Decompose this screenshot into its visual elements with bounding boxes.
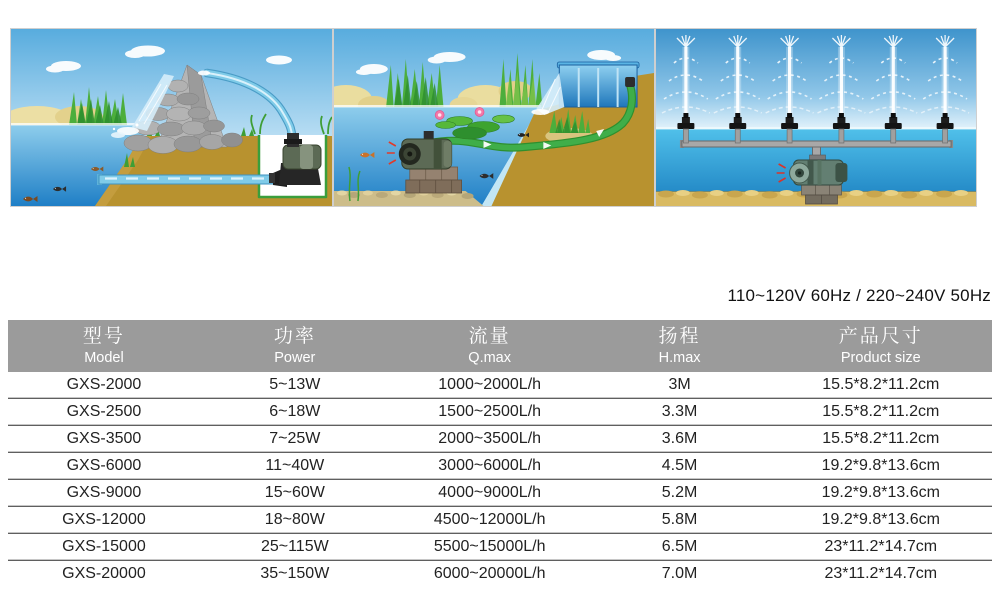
col-header-size-zh: 产品尺寸 bbox=[838, 326, 923, 348]
illustrations-row bbox=[10, 28, 990, 207]
cell-size: 19.2*9.8*13.6cm bbox=[821, 483, 940, 501]
cell-hmax: 3.3M bbox=[661, 402, 698, 420]
cell-power: 15~60W bbox=[264, 483, 325, 501]
cell-qmax: 4000~9000L/h bbox=[438, 483, 542, 501]
cell-size: 15.5*8.2*11.2cm bbox=[822, 402, 940, 420]
spec-table-body bbox=[8, 372, 992, 586]
pond-filtration-application-illustration bbox=[334, 29, 654, 206]
col-header-hmax-en: H.max bbox=[658, 349, 701, 366]
cell-qmax: 4500~12000L/h bbox=[433, 510, 546, 528]
spec-table-header bbox=[8, 320, 992, 372]
cell-power: 18~80W bbox=[264, 510, 325, 528]
cell-size: 19.2*9.8*13.6cm bbox=[821, 510, 940, 528]
col-header-hmax-zh: 扬程 bbox=[658, 326, 701, 348]
cell-power: 7~25W bbox=[269, 429, 321, 447]
col-header-model-en: Model bbox=[84, 349, 124, 366]
waterfall-application-illustration bbox=[11, 29, 332, 206]
cell-size: 19.2*9.8*13.6cm bbox=[821, 456, 940, 474]
fountain-application-figure bbox=[655, 28, 977, 207]
table-row bbox=[8, 533, 992, 560]
col-header-hmax bbox=[590, 326, 770, 366]
cell-qmax: 3000~6000L/h bbox=[438, 456, 542, 474]
cell-power: 11~40W bbox=[265, 456, 325, 474]
table-row bbox=[8, 479, 992, 506]
cell-hmax: 3M bbox=[668, 375, 691, 393]
outlet-pipe bbox=[99, 175, 275, 184]
waterfall-application-figure bbox=[10, 28, 333, 207]
fountain-application-illustration bbox=[656, 29, 976, 206]
cell-qmax: 2000~3500L/h bbox=[438, 429, 542, 447]
cell-hmax: 6.5M bbox=[661, 537, 698, 555]
spec-table bbox=[8, 320, 992, 586]
table-row bbox=[8, 452, 992, 479]
cell-power: 25~115W bbox=[260, 537, 329, 555]
cell-model: GXS-12000 bbox=[62, 510, 146, 528]
power-rating-text: 110~120V 60Hz / 220~240V 50Hz bbox=[727, 286, 991, 305]
cell-hmax: 4.5M bbox=[661, 456, 698, 474]
cell-hmax: 5.2M bbox=[661, 483, 698, 501]
table-row bbox=[8, 425, 992, 452]
cell-hmax: 3.6M bbox=[661, 429, 698, 447]
table-row bbox=[8, 372, 992, 398]
col-header-size-en: Product size bbox=[840, 349, 921, 366]
col-header-power-zh: 功率 bbox=[273, 326, 316, 348]
cell-hmax: 7.0M bbox=[661, 564, 698, 582]
manifold-pipe bbox=[682, 141, 951, 147]
col-header-model bbox=[8, 326, 200, 366]
cell-model: GXS-20000 bbox=[62, 564, 146, 582]
cell-size: 15.5*8.2*11.2cm bbox=[822, 375, 940, 393]
table-row bbox=[8, 398, 992, 425]
col-header-power-en: Power bbox=[274, 349, 316, 366]
cell-model: GXS-2500 bbox=[66, 402, 142, 420]
table-row bbox=[8, 506, 992, 533]
cell-model: GXS-9000 bbox=[66, 483, 142, 501]
col-header-qmax-zh: 流量 bbox=[468, 326, 511, 348]
cell-qmax: 5500~15000L/h bbox=[433, 537, 546, 555]
cell-model: GXS-2000 bbox=[66, 375, 142, 393]
col-header-model-zh: 型号 bbox=[82, 326, 125, 348]
cell-qmax: 1500~2500L/h bbox=[438, 402, 542, 420]
cell-power: 5~13W bbox=[269, 375, 321, 393]
col-header-power bbox=[200, 326, 390, 366]
cell-size: 23*11.2*14.7cm bbox=[824, 537, 938, 555]
cell-power: 35~150W bbox=[260, 564, 330, 582]
cell-hmax: 5.8M bbox=[661, 510, 698, 528]
col-header-size bbox=[770, 326, 992, 366]
cell-model: GXS-15000 bbox=[62, 537, 146, 555]
col-header-qmax-en: Q.max bbox=[468, 349, 511, 366]
cell-power: 6~18W bbox=[269, 402, 321, 420]
cell-model: GXS-3500 bbox=[66, 429, 142, 447]
cell-size: 23*11.2*14.7cm bbox=[824, 564, 938, 582]
cell-model: GXS-6000 bbox=[66, 456, 142, 474]
cell-size: 15.5*8.2*11.2cm bbox=[822, 429, 940, 447]
col-header-qmax bbox=[390, 326, 590, 366]
pond-filtration-application-figure bbox=[333, 28, 655, 207]
table-row bbox=[8, 560, 992, 586]
cell-qmax: 1000~2000L/h bbox=[438, 375, 542, 393]
cell-qmax: 6000~20000L/h bbox=[433, 564, 546, 582]
